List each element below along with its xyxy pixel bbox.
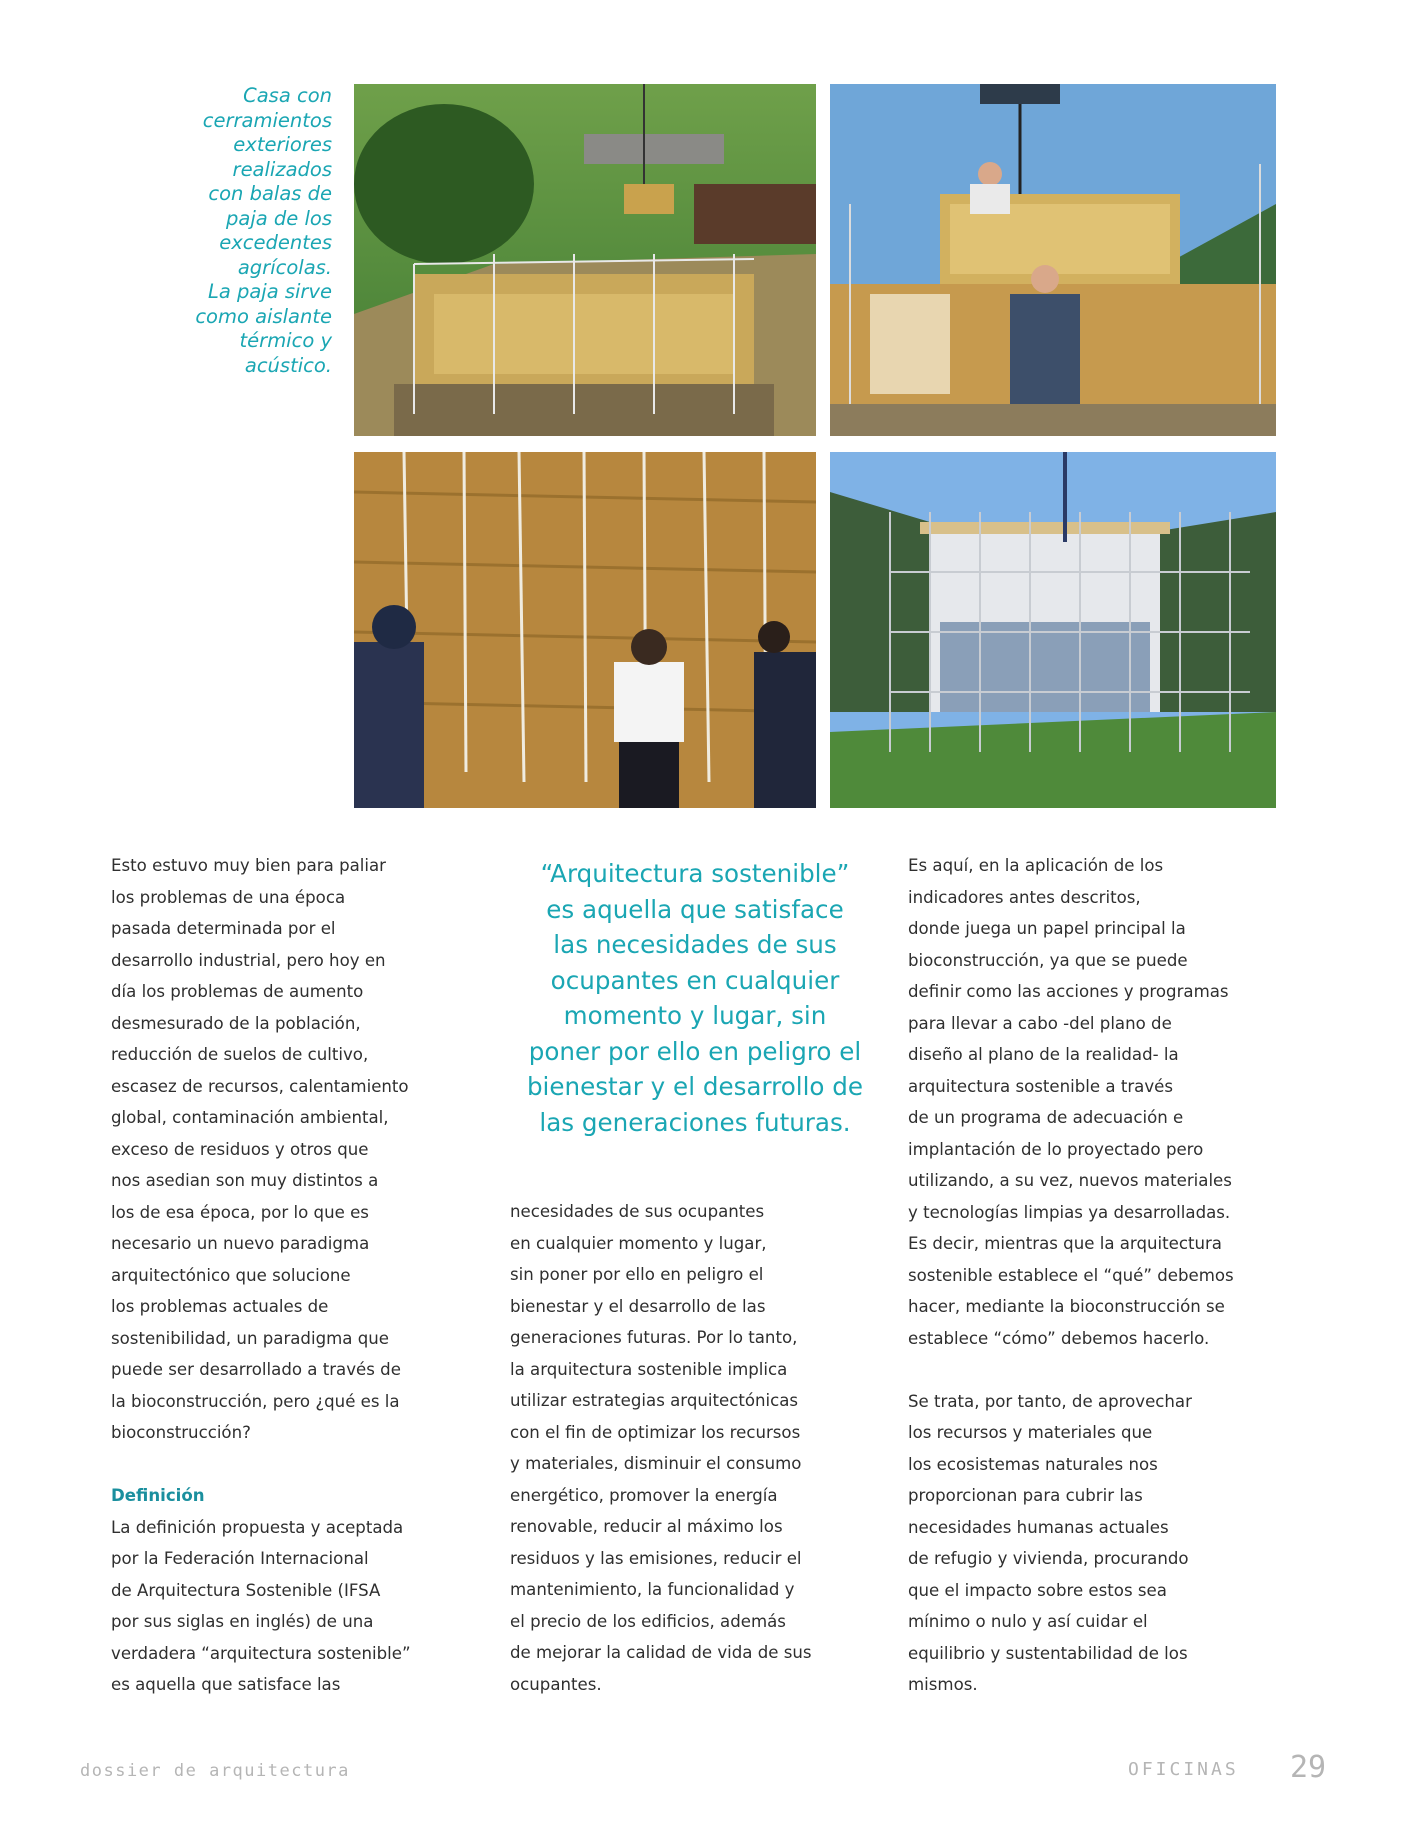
caption-line: excedentes (219, 231, 332, 254)
page-number: 29 (1290, 1750, 1327, 1785)
body-text-line: La definición propuesta y aceptada (111, 1517, 404, 1537)
body-column-1 (111, 850, 421, 1701)
caption-line: acústico. (244, 353, 332, 377)
body-text-line: diseño al plano de la realidad- la (908, 1045, 1179, 1064)
body-text-line: establece “cómo” debemos hacerlo. (908, 1328, 1210, 1348)
caption-line: realizados (232, 157, 332, 181)
pull-quote-line: poner por ello en peligro el (528, 1036, 862, 1066)
body-text-line: la arquitectura sostenible implica (510, 1359, 788, 1379)
section-heading-definicion: Definición (111, 1486, 205, 1505)
body-text-line: utilizar estrategias arquitectónicas (510, 1391, 799, 1410)
body-text-line: mantenimiento, la funcionalidad y (510, 1580, 795, 1599)
body-text-line: ocupantes. (510, 1674, 602, 1694)
photo-caption (170, 84, 332, 378)
body-text-line: bienestar y el desarrollo de las (510, 1296, 766, 1316)
body-text-line: desarrollo industrial, pero hoy en (111, 950, 386, 970)
body-text-line: y materiales, disminuir el consumo (510, 1454, 802, 1473)
body-column-2 (510, 1196, 830, 1700)
footer-magazine-brand: OFICINAS (1128, 1759, 1239, 1780)
caption-line: agrícolas. (237, 255, 332, 279)
body-text-line: arquitectura sostenible a través (908, 1076, 1174, 1096)
body-text-line: exceso de residuos y otros que (111, 1139, 369, 1159)
caption-line: exteriores (233, 133, 332, 156)
body-text-line: nos asedian son muy distintos a (111, 1171, 379, 1190)
body-text-line: utilizando, a su vez, nuevos materiales (908, 1171, 1232, 1190)
body-text-line: los recursos y materiales que (908, 1423, 1153, 1442)
workers-lifting-bales-photo (830, 84, 1276, 436)
body-text-line: residuos y las emisiones, reducir el (510, 1548, 802, 1568)
body-text-line: con el fin de optimizar los recursos (510, 1422, 801, 1442)
body-text-line: de mejorar la calidad de vida de sus (510, 1643, 812, 1662)
body-text-line: Es decir, mientras que la arquitectura (908, 1234, 1222, 1253)
body-text-line: el precio de los edificios, además (510, 1611, 786, 1631)
caption-line: La paja sirve (207, 280, 332, 303)
body-text-line: los de esa época, por lo que es (111, 1202, 369, 1222)
body-text-line: generaciones futuras. Por lo tanto, (510, 1328, 798, 1347)
body-text-line: reducción de suelos de cultivo, (111, 1045, 369, 1064)
body-text-line: por sus siglas en inglés) de una (111, 1612, 374, 1631)
pull-quote-line: bienestar y el desarrollo de (526, 1072, 864, 1101)
footer-section-label: dossier de arquitectura (80, 1761, 350, 1781)
body-text-line: necesidades de sus ocupantes (510, 1202, 765, 1221)
body-text-line: renovable, reducir al máximo los (510, 1517, 783, 1536)
body-text-line: desmesurado de la población, (111, 1013, 361, 1033)
pull-quote-line: ocupantes en cualquier (550, 965, 840, 995)
pull-quote (510, 856, 880, 1140)
pull-quote-line: las generaciones futuras. (539, 1107, 851, 1137)
body-column-3 (908, 850, 1234, 1701)
body-text-line: global, contaminación ambiental, (111, 1108, 389, 1127)
body-text-line: puede ser desarrollado a través de (111, 1360, 401, 1379)
caption-line: como aislante (195, 304, 332, 328)
body-text-line: para llevar a cabo -del plano de (908, 1013, 1172, 1033)
body-text-line: sostenible establece el “qué” debemos (908, 1265, 1234, 1285)
body-text-line: los problemas de una época (111, 887, 346, 907)
body-text-line: verdadera “arquitectura sostenible” (111, 1643, 411, 1663)
body-text-line: sin poner por ello en peligro el (510, 1265, 764, 1284)
scaffolded-building-photo (830, 452, 1276, 808)
pull-quote-line: las necesidades de sus (553, 930, 837, 959)
body-text-line: indicadores antes descritos, (908, 887, 1141, 907)
body-text-line: mínimo o nulo y así cuidar el (908, 1612, 1148, 1631)
body-text-line: día los problemas de aumento (111, 982, 364, 1001)
body-text-line: definir como las acciones y programas (908, 982, 1229, 1001)
body-text-line: hacer, mediante la bioconstrucción se (908, 1297, 1225, 1316)
body-text-line: energético, promover la energía (510, 1485, 778, 1505)
caption-line: paja de los (226, 206, 332, 230)
body-text-line: y tecnologías limpias ya desarrolladas. (908, 1202, 1231, 1222)
body-text-line: Es aquí, en la aplicación de los (908, 856, 1164, 875)
caption-line: térmico y (239, 329, 332, 352)
body-text-line: por la Federación Internacional (111, 1549, 369, 1568)
body-text-line: Se trata, por tanto, de aprovechar (908, 1391, 1192, 1411)
body-text-line: bioconstrucción, ya que se puede (908, 950, 1188, 970)
body-text-line: los problemas actuales de (111, 1297, 329, 1316)
body-text-line: Esto estuvo muy bien para paliar (111, 856, 386, 875)
body-text-line: proporcionan para cubrir las (908, 1486, 1143, 1505)
body-text-line: equilibrio y sustentabilidad de los (908, 1643, 1188, 1663)
body-text-line: en cualquier momento y lugar, (510, 1233, 767, 1253)
body-text-line: de refugio y vivienda, procurando (908, 1549, 1189, 1568)
body-text-line: necesidades humanas actuales (908, 1517, 1169, 1537)
pull-quote-line: momento y lugar, sin (563, 1001, 827, 1030)
pull-quote-line: es aquella que satisface (546, 894, 844, 924)
body-text-line: bioconstrucción? (111, 1423, 251, 1442)
straw-bale-house-crane-photo (354, 84, 816, 436)
body-text-line: pasada determinada por el (111, 919, 336, 938)
body-text-line: de un programa de adecuación e (908, 1108, 1184, 1127)
body-text-line: que el impacto sobre estos sea (908, 1580, 1167, 1600)
caption-line: cerramientos (202, 108, 332, 132)
caption-line: con balas de (208, 182, 332, 205)
body-text-line: los ecosistemas naturales nos (908, 1454, 1158, 1474)
body-text-line: la bioconstrucción, pero ¿qué es la (111, 1391, 400, 1411)
straw-wall-workers-photo (354, 452, 816, 808)
body-text-line: sostenibilidad, un paradigma que (111, 1328, 389, 1348)
caption-line: Casa con (243, 84, 332, 107)
body-text-line: arquitectónico que solucione (111, 1265, 351, 1285)
body-text-line: donde juega un papel principal la (908, 919, 1186, 938)
body-text-line: escasez de recursos, calentamiento (111, 1076, 409, 1096)
body-text-line: mismos. (908, 1675, 978, 1694)
body-text-line: es aquella que satisface las (111, 1675, 341, 1694)
body-text-line: de Arquitectura Sostenible (IFSA (111, 1580, 381, 1600)
body-text-line: implantación de lo proyectado pero (908, 1139, 1204, 1159)
pull-quote-line: “Arquitectura sostenible” (540, 859, 850, 888)
body-text-line: necesario un nuevo paradigma (111, 1234, 370, 1253)
